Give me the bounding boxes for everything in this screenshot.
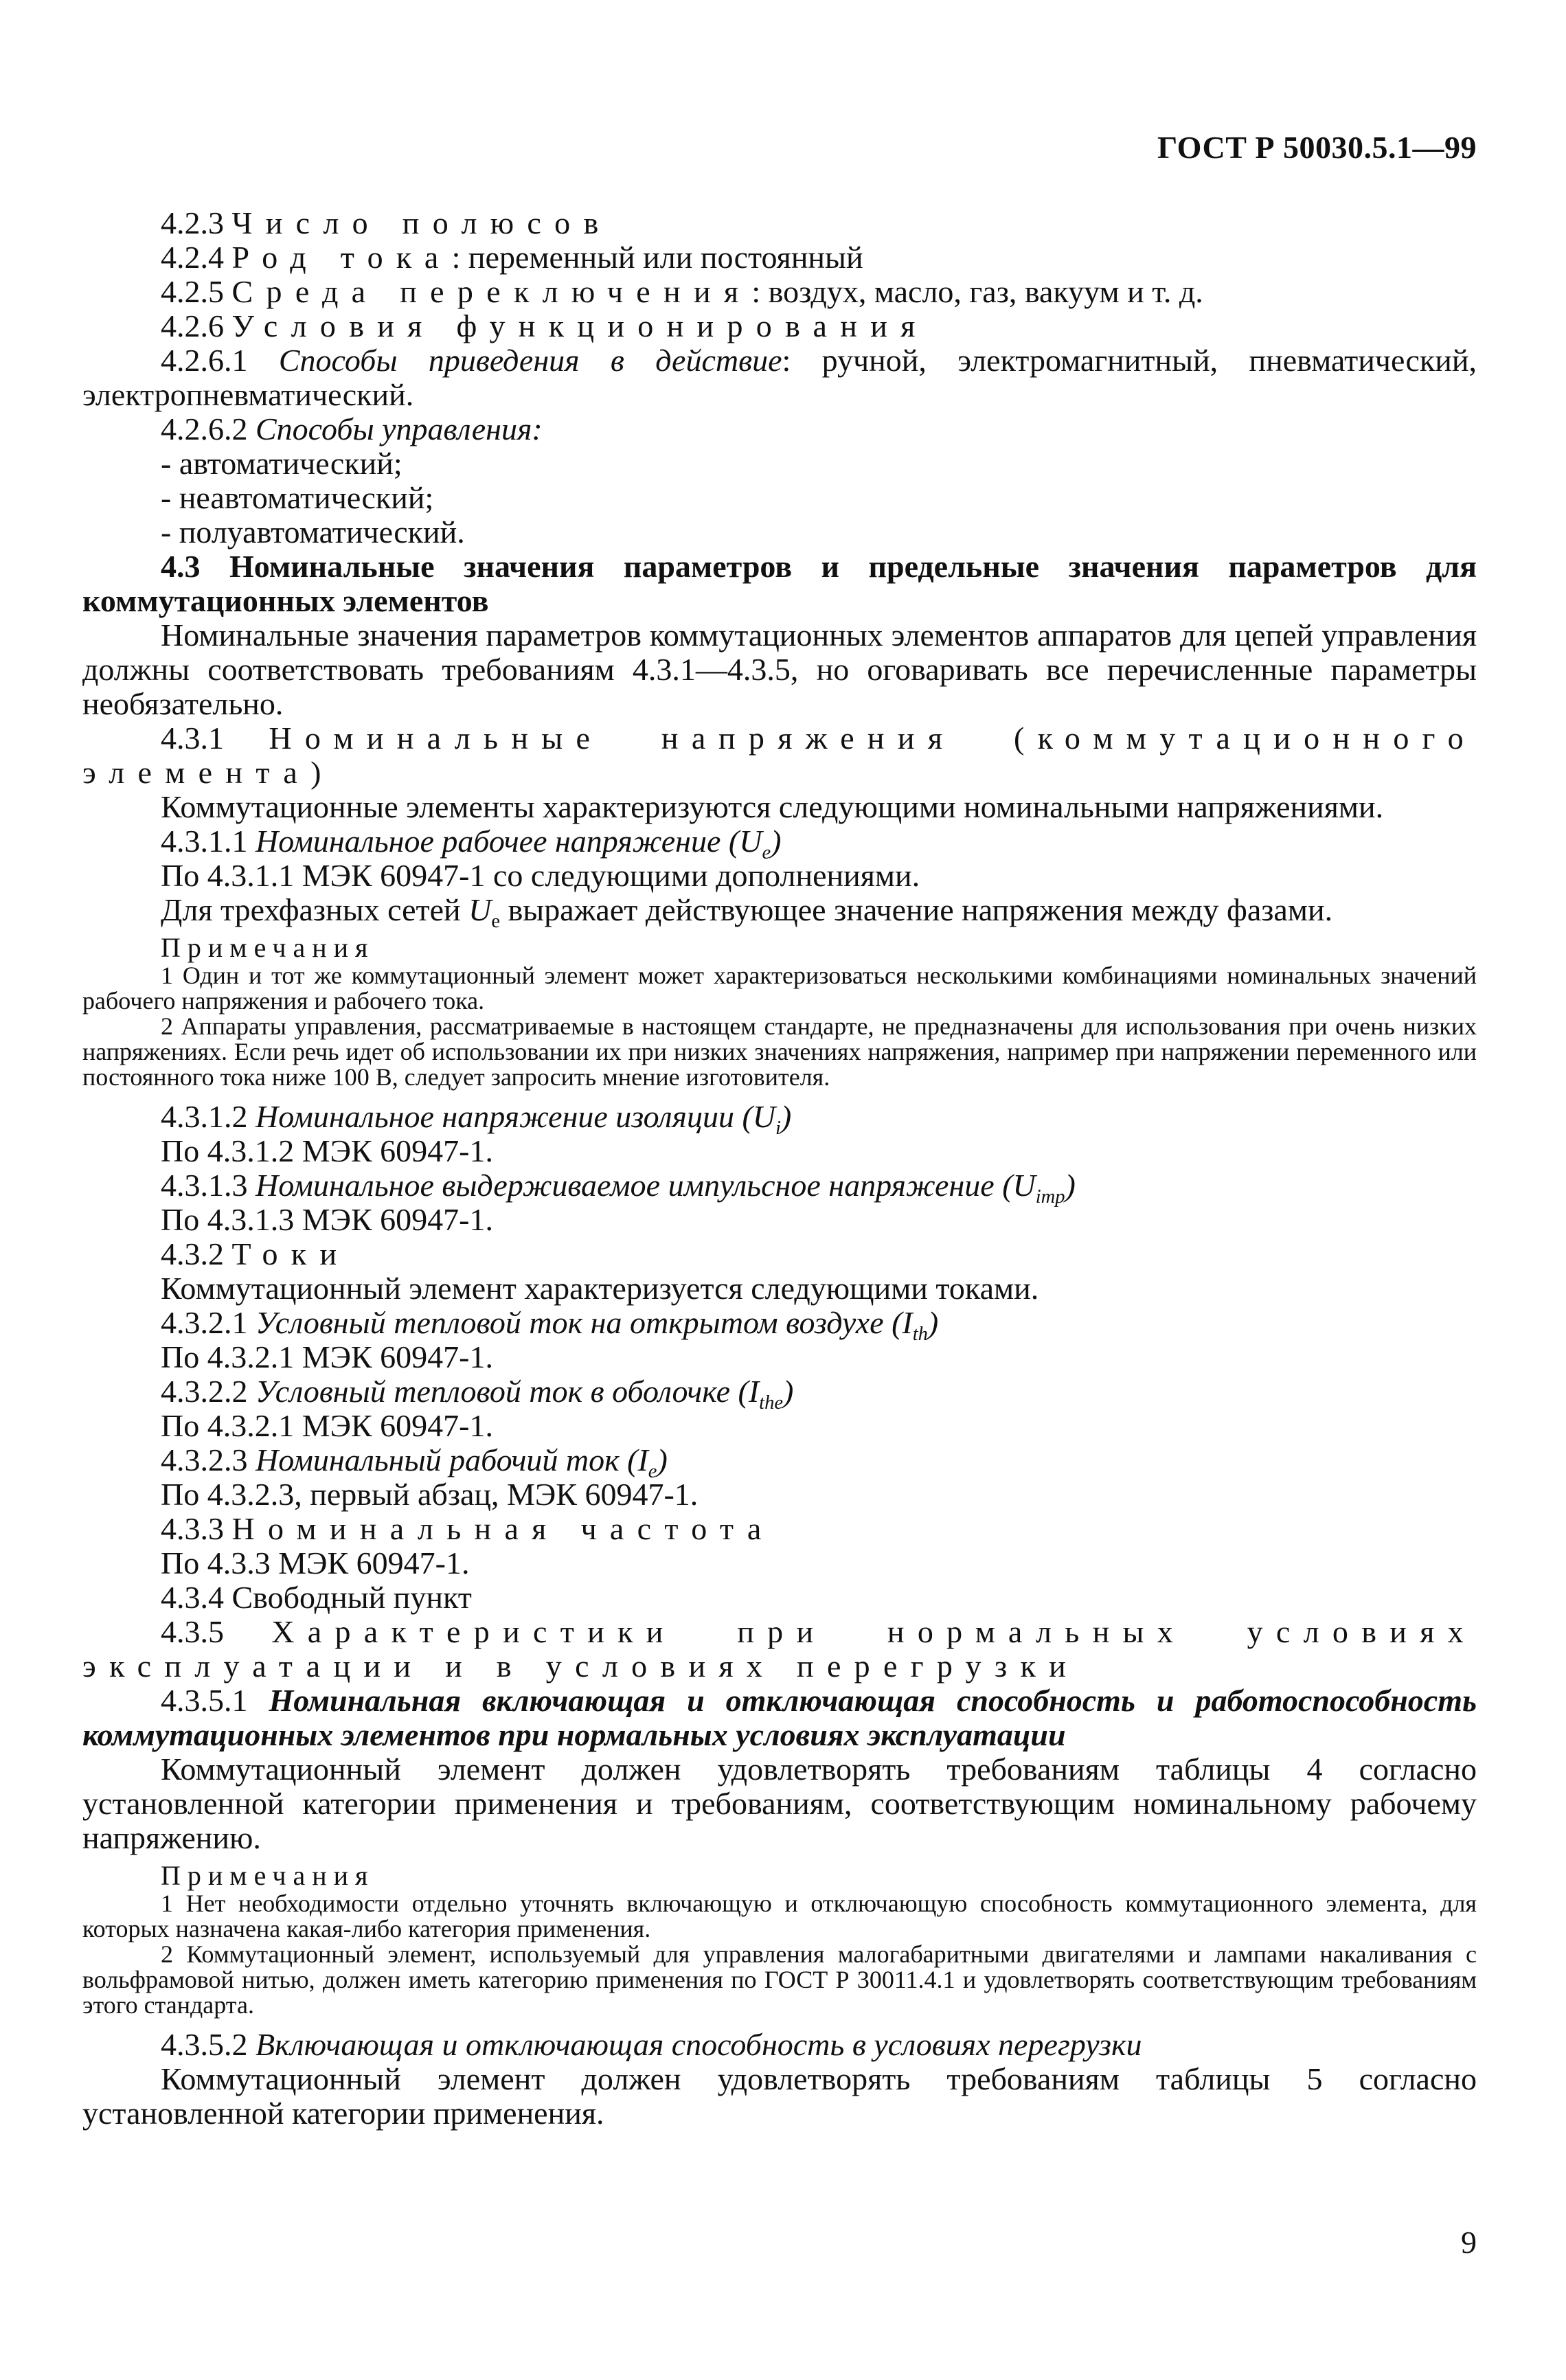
clause-4-3-1-2: 4.3.1.2 Номинальное напряжение изоляции $(U_i)$ bbox=[161, 1099, 792, 1139]
list-item: - полуавтоматический. bbox=[161, 514, 465, 549]
clause-title: Среда переключения bbox=[231, 274, 752, 309]
paragraph: По 4.3.3 МЭК 60947-1. bbox=[161, 1545, 470, 1580]
clause-title: Включающая и отключающая способность в условиях перегрузки bbox=[256, 2027, 1142, 2062]
page-number: 9 bbox=[1461, 2225, 1477, 2260]
clause-4-3-2: 4.3.2 Токи bbox=[161, 1236, 350, 1271]
clause-title: Номинальная включающая и отключающая способность и работоспособность коммутационных элементов при нормальных условиях эксплуатации bbox=[82, 1683, 1477, 1752]
paragraph: По 4.3.2.1 МЭК 60947-1. bbox=[161, 1408, 493, 1443]
clause-title: Токи bbox=[231, 1236, 350, 1271]
clause-4-3-2-3: 4.3.2.3 Номинальный рабочий ток $(I_e)$ bbox=[161, 1442, 668, 1482]
clause-title: Номинальные напряжения (коммутационного элемента) bbox=[82, 721, 1477, 790]
paragraph: По 4.3.2.3, первый абзац, МЭК 60947-1. bbox=[161, 1477, 699, 1512]
paragraph: Коммутационный элемент должен удовлетворять требованиям таблицы 5 согласно установленной категории применения. bbox=[82, 2061, 1477, 2131]
note-item: 1 Один и тот же коммутационный элемент может характеризоваться несколькими комбинациями номинальных значений рабочего напряжения и рабочего тока. bbox=[82, 962, 1477, 1015]
document-body bbox=[82, 206, 1477, 2131]
clause-4-2-5: 4.2.5 Среда переключения: воздух, масло, газ, вакуум и т. д. bbox=[161, 274, 1203, 309]
clause-4-3-1: 4.3.1 Номинальные напряжения (коммутационного элемента) bbox=[82, 721, 1477, 790]
clause-4-2-3: 4.2.3 Число полюсов bbox=[161, 205, 612, 240]
list-item: - автоматический; bbox=[161, 446, 402, 481]
clause-title: Характеристики при нормальных условиях эксплуатации и в условиях перегрузки bbox=[82, 1614, 1477, 1684]
clause-4-3-1-1: 4.3.1.1 Номинальное рабочее напряжение $(U_e)$ bbox=[161, 824, 782, 863]
clause-title: Способы управления: bbox=[256, 411, 543, 446]
clause-title: Номинальный рабочий ток $(I_e)$ bbox=[256, 1442, 668, 1482]
clause-title: Условный тепловой ток в оболочке $(I_{the})$ bbox=[256, 1374, 794, 1414]
clause-4-2-6-1: 4.2.6.1 Способы приведения в действие: ручной, электромагнитный, пневматический, электропневматический. bbox=[82, 343, 1477, 412]
note-item: 1 Нет необходимости отдельно уточнять включающую и отключающую способность коммутационного элемента, для которых назначена какая-либо категория применения. bbox=[82, 1890, 1477, 1942]
paragraph: Коммутационный элемент характеризуется следующими токами. bbox=[161, 1271, 1039, 1306]
clause-4-3-3: 4.3.3 Номинальная частота bbox=[161, 1511, 775, 1546]
paragraph: Коммутационные элементы характеризуются следующими номинальными напряжениями. bbox=[161, 789, 1384, 824]
notes-heading: Примечания bbox=[161, 932, 375, 963]
clause-4-3-4: 4.3.4 Свободный пункт bbox=[161, 1580, 472, 1615]
clause-title: Номинальная частота bbox=[231, 1511, 775, 1546]
clause-4-2-6-2: 4.2.6.2 Способы управления: bbox=[161, 411, 543, 446]
clause-4-3-5-2: 4.3.5.2 Включающая и отключающая способность в условиях перегрузки bbox=[161, 2027, 1142, 2062]
clause-title: Номинальное рабочее напряжение $(U_e)$ bbox=[256, 824, 782, 863]
clause-title: Условный тепловой ток на открытом воздухе $(I_{th})$ bbox=[256, 1305, 939, 1345]
clause-4-3-2-2: 4.3.2.2 Условный тепловой ток в оболочке $(I_{the})$ bbox=[161, 1374, 794, 1414]
paragraph: По 4.3.2.1 МЭК 60947-1. bbox=[161, 1339, 493, 1374]
clause-title: Число полюсов bbox=[231, 205, 612, 240]
clause-title: Номинальное напряжение изоляции $(U_i)$ bbox=[256, 1099, 792, 1139]
clause-title: Условия функционирования bbox=[231, 308, 929, 343]
note-item: 2 Аппараты управления, рассматриваемые в настоящем стандарте, не предназначены для использования при очень низких напряжениях. Если речь идет об использовании их при низких значениях напряжения, например при напряжении переменного или постоянного тока ниже 100 В, следует запросить мнение изготовителя. bbox=[82, 1012, 1477, 1091]
clause-title: Способы приведения в действие bbox=[278, 343, 782, 378]
clause-4-3-2-1: 4.3.2.1 Условный тепловой ток на открытом воздухе $(I_{th})$ bbox=[161, 1305, 939, 1345]
note-item: 2 Коммутационный элемент, используемый для управления малогабаритными двигателями и лампами накаливания с вольфрамовой нитью, должен иметь категорию применения по ГОСТ Р 30011.4.1 и удовлетворять соответствующим требованиям этого стандарта. bbox=[82, 1940, 1477, 2019]
list-item: - неавтоматический; bbox=[161, 480, 434, 515]
paragraph: По 4.3.1.2 МЭК 60947-1. bbox=[161, 1133, 493, 1168]
clause-4-3-5-1: 4.3.5.1 Номинальная включающая и отключающая способность и работоспособность коммутационных элементов при нормальных условиях эксплуатации bbox=[82, 1683, 1477, 1752]
clause-title: Род тока bbox=[231, 240, 452, 275]
document-code-header: ГОСТ Р 50030.5.1—99 bbox=[1157, 130, 1477, 165]
clause-4-3-1-3: 4.3.1.3 Номинальное выдерживаемое импульсное напряжение $(U_{imp})$ bbox=[161, 1168, 1076, 1208]
clause-4-3-5: 4.3.5 Характеристики при нормальных условиях эксплуатации и в условиях перегрузки bbox=[82, 1614, 1477, 1684]
section-heading-4-3: 4.3 Номинальные значения параметров и предельные значения параметров для коммутационных элементов bbox=[82, 549, 1477, 618]
paragraph: Номинальные значения параметров коммутационных элементов аппаратов для цепей управления должны соответствовать требованиям 4.3.1—4.3.5, но оговаривать все перечисленные параметры необязательно. bbox=[82, 617, 1477, 721]
clause-title: Номинальное выдерживаемое импульсное напряжение $(U_{imp})$ bbox=[256, 1168, 1076, 1208]
paragraph: Коммутационный элемент должен удовлетворять требованиям таблицы 4 согласно установленной категории применения и требованиям, соответствующим номинальному рабочему напряжению. bbox=[82, 1752, 1477, 1855]
notes-heading: Примечания bbox=[161, 1860, 375, 1891]
clause-4-2-6: 4.2.6 Условия функционирования bbox=[161, 308, 929, 343]
paragraph: Для трехфазных сетей $U_e$ выражает действующее значение напряжения между фазами. bbox=[161, 892, 1333, 932]
paragraph: По 4.3.1.1 МЭК 60947-1 со следующими дополнениями. bbox=[161, 858, 920, 893]
clause-4-2-4: 4.2.4 Род тока: переменный или постоянный bbox=[161, 240, 863, 275]
paragraph: По 4.3.1.3 МЭК 60947-1. bbox=[161, 1202, 493, 1237]
